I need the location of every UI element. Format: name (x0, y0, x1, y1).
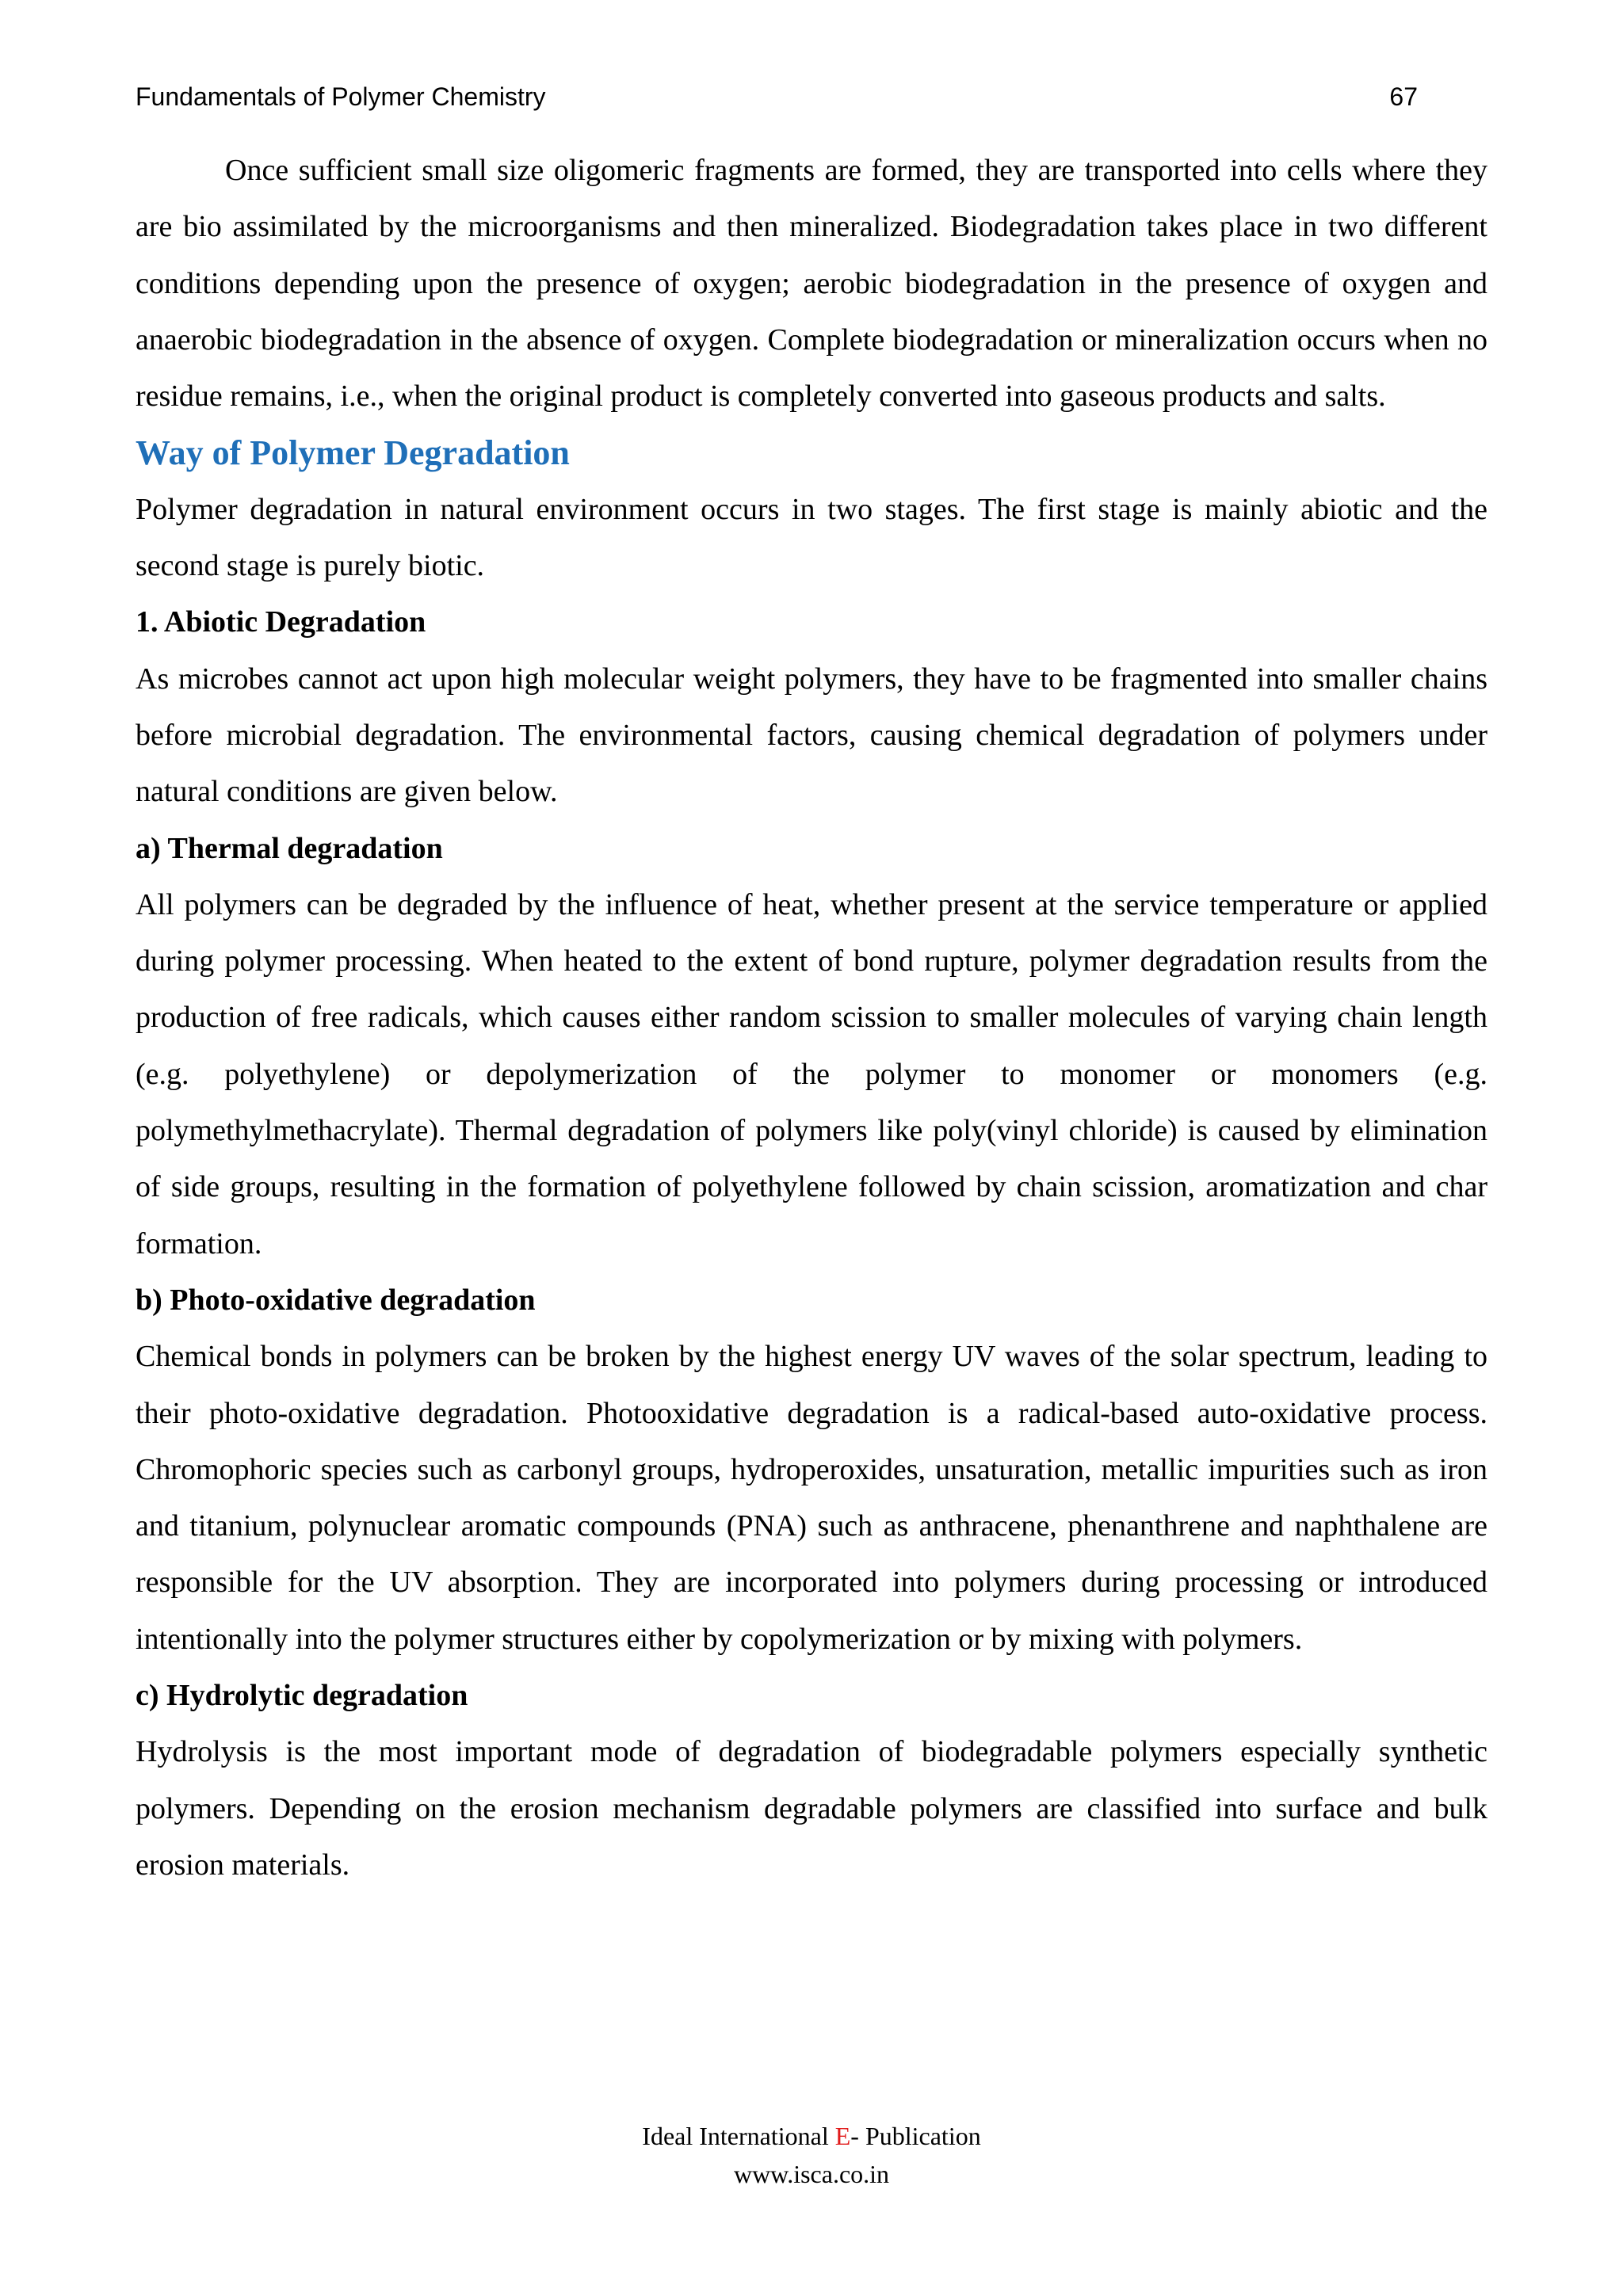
hydrolytic-degradation-paragraph: Hydrolysis is the most important mode of degradation of biodegradable polymers especially synthetic polymers. Depending on the erosion mechanism degradable polymers are classified into surface and bulk erosion materials. (136, 1735, 1487, 1882)
photo-oxidative-degradation-heading: b) Photo-oxidative degradation (136, 1283, 536, 1317)
publisher-prefix: Ideal International (642, 2122, 835, 2150)
publisher-website: www.isca.co.in (733, 2160, 890, 2188)
abiotic-degradation-paragraph: As microbes cannot act upon high molecular weight polymers, they have to be fragmented into smaller chains before microbial degradation. The environmental factors, causing chemical degradation of polymers under natural conditions are given below. (136, 662, 1487, 809)
running-header (136, 79, 1418, 114)
thermal-degradation-heading: a) Thermal degradation (136, 831, 443, 865)
section-intro-paragraph: Polymer degradation in natural environment occurs in two stages. The first stage is mainly abiotic and the second stage is purely biotic. (136, 492, 1487, 583)
photo-oxidative-degradation-paragraph: Chemical bonds in polymers can be broken by the highest energy UV waves of the solar spectrum, leading to their photo-oxidative degradation. Photooxidative degradation is a radical-based auto-oxidative process. Chromophoric species such as carbonyl groups, hydroperoxides, unsaturation, metallic impurities such as iron and titanium, polynuclear aromatic compounds (PNA) such as anthracene, phenanthrene and naphthalene are responsible for the UV absorption. They are incorporated into polymers during processing or introduced intentionally into the polymer structures either by copolymerization or by mixing with polymers. (136, 1340, 1487, 1656)
intro-paragraph: Once sufficient small size oligomeric fragments are formed, they are transported into cells where they are bio assimilated by the microorganisms and then mineralized. Biodegradation takes place in two different conditions depending upon the presence of oxygen; aerobic biodegradation in the presence of oxygen and anaerobic biodegradation in the absence of oxygen. Complete biodegradation or mineralization occurs when no residue remains, i.e., when the original product is completely converted into gaseous products and salts. (136, 154, 1487, 414)
section-heading: Way of Polymer Degradation (136, 433, 570, 473)
book-title: Fundamentals of Polymer Chemistry (136, 82, 546, 111)
publisher-line (0, 2117, 1623, 2155)
page-number: 67 (1389, 82, 1418, 111)
page-footer (0, 2117, 1623, 2193)
abiotic-degradation-heading: 1. Abiotic Degradation (136, 605, 426, 639)
hydrolytic-degradation-heading: c) Hydrolytic degradation (136, 1679, 468, 1713)
publisher-suffix: - Publication (850, 2122, 981, 2150)
publisher-accent-letter: E (834, 2122, 851, 2150)
body-text (136, 143, 1487, 1894)
thermal-degradation-paragraph: All polymers can be degraded by the influence of heat, whether present at the service temperature or applied during polymer processing. When heated to the extent of bond rupture, polymer degradation results from the production of free radicals, which causes either random scission to smaller molecules of varying chain length (e.g. polyethylene) or depolymerization of the polymer to monomer or monomers (e.g. polymethylmethacrylate). Thermal degradation of polymers like poly(vinyl chloride) is caused by elimination of side groups, resulting in the formation of polyethylene followed by chain scission, aromatization and char formation. (136, 887, 1487, 1261)
